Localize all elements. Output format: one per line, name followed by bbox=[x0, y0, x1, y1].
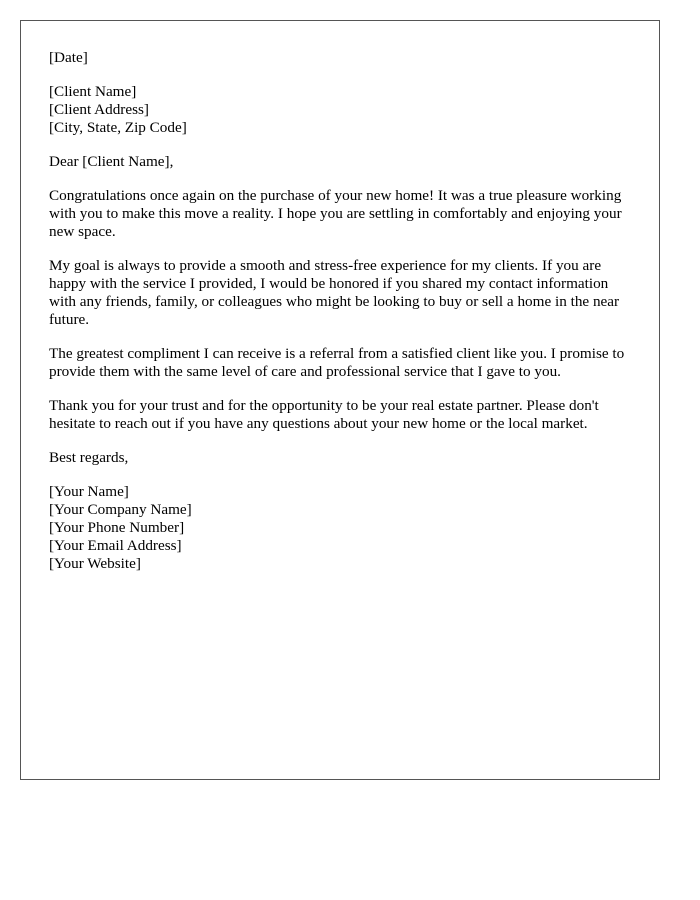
letter-page bbox=[20, 20, 660, 780]
paragraph-text: Thank you for your trust and for the opportunity to be your real estate partner. Please don't hesitate to reach out if you have any questions about your new home or the local market. bbox=[49, 397, 599, 432]
date-block bbox=[49, 49, 639, 67]
body-paragraph-4 bbox=[49, 397, 639, 433]
paragraph-text: The greatest compliment I can receive is a referral from a satisfied client like you. I promise to provide them with the same level of care and professional service that I gave to you. bbox=[49, 345, 625, 380]
recipient-name: [Client Name] bbox=[49, 83, 137, 100]
sender-company: [Your Company Name] bbox=[49, 501, 192, 518]
sender-name: [Your Name] bbox=[49, 483, 129, 500]
sender-email: [Your Email Address] bbox=[49, 537, 182, 554]
closing: Best regards, bbox=[49, 449, 129, 466]
body-paragraph-1 bbox=[49, 187, 639, 241]
paragraph-text: Congratulations once again on the purchase of your new home! It was a true pleasure working with you to make this move a reality. I hope you are settling in comfortably and enjoying your new space. bbox=[49, 187, 622, 240]
salutation-block bbox=[49, 153, 639, 171]
body-paragraph-2 bbox=[49, 257, 639, 329]
sender-website: [Your Website] bbox=[49, 555, 141, 572]
recipient-address: [Client Address] bbox=[49, 101, 149, 118]
letter-date: [Date] bbox=[49, 49, 88, 66]
paragraph-text: My goal is always to provide a smooth and stress-free experience for my clients. If you are happy with the service I provided, I would be honored if you shared my contact information with any friends, family, or colleagues who might be looking to buy or sell a home in the near future. bbox=[49, 257, 620, 328]
recipient-address-block bbox=[49, 83, 639, 137]
body-paragraph-3 bbox=[49, 345, 639, 381]
recipient-city-state-zip: [City, State, Zip Code] bbox=[49, 119, 187, 136]
salutation: Dear [Client Name], bbox=[49, 153, 174, 170]
sender-phone: [Your Phone Number] bbox=[49, 519, 185, 536]
closing-block bbox=[49, 449, 639, 467]
signature-block bbox=[49, 483, 639, 573]
letter-body bbox=[49, 49, 639, 589]
